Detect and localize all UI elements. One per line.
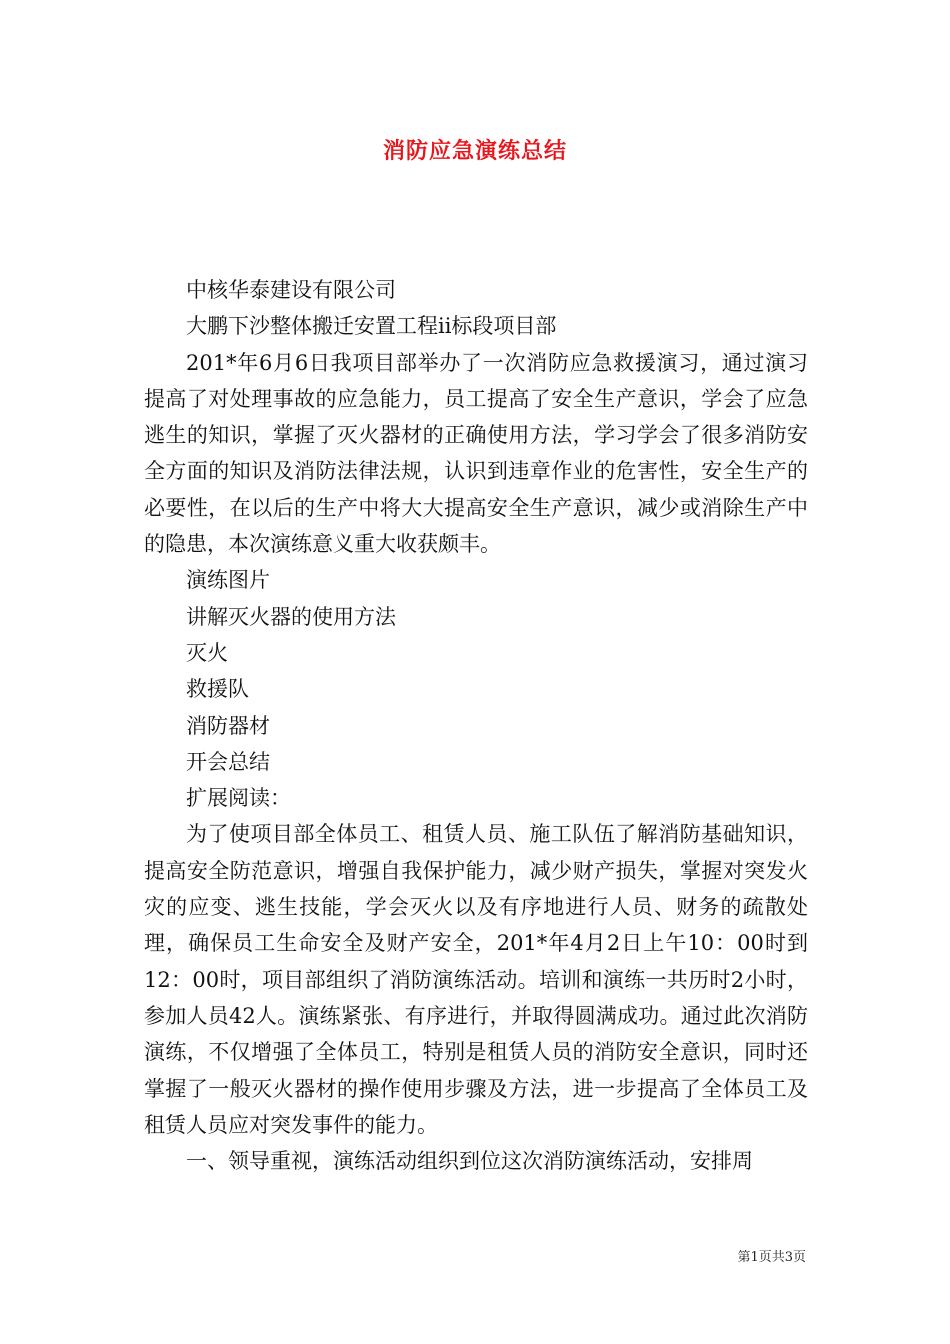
paragraph-drill-details: 为了使项目部全体员工、租赁人员、施工队伍了解消防基础知识，提高安全防范意识，增强自我保护能力，减少财产损失，掌握对突发火灾的应变、逃生技能，学会灭火以及有序地进行人员、财务的疏散处理，确保员工生命安全及财产安全，201*年4月2日上午10：00时到12：00时，项目部组织了消防演练活动。培训和演练一共历时2小时，参加人员42人。演练紧张、有序进行，并取得圆满成功。通过此次消防演练，不仅增强了全体员工，特别是租赁人员的消防安全意识，同时还掌握了一般灭火器材的操作使用步骤及方法，进一步提高了全体员工及租赁人员应对突发事件的能力。 <box>144 822 808 1137</box>
company-name: 中核华泰建设有限公司 <box>186 278 396 302</box>
page-number: 第1页共3页 <box>737 1250 806 1265</box>
paragraph-section-one: 一、领导重视，演练活动组织到位这次消防演练活动，安排周 <box>186 1149 753 1174</box>
caption-firefighting: 灭火 <box>186 640 228 665</box>
caption-meeting-summary: 开会总结 <box>186 749 270 774</box>
caption-drill-photos: 演练图片 <box>186 568 270 593</box>
caption-rescue-team: 救援队 <box>186 677 249 702</box>
project-department: 大鹏下沙整体搬迁安置工程ii标段项目部 <box>186 314 557 339</box>
document-title: 消防应急演练总结 <box>382 138 567 164</box>
caption-extinguisher-explanation: 讲解灭火器的使用方法 <box>186 604 396 629</box>
caption-fire-equipment: 消防器材 <box>186 713 270 738</box>
extended-reading-heading: 扩展阅读： <box>186 786 291 811</box>
paragraph-summary: 201*年6月6日我项目部举办了一次消防应急救援演习，通过演习提高了对处理事故的应急能力，员工提高了安全生产意识，学会了应急逃生的知识，掌握了灭火器材的正确使用方法，学习学会了很多消防安全方面的知识及消防法律法规，认识到违章作业的危害性，安全生产的必要性，在以后的生产中将大大提高安全生产意识，减少或消除生产中的隐患，本次演练意义重大收获颇丰。 <box>144 350 808 557</box>
document-body <box>144 272 808 1179</box>
